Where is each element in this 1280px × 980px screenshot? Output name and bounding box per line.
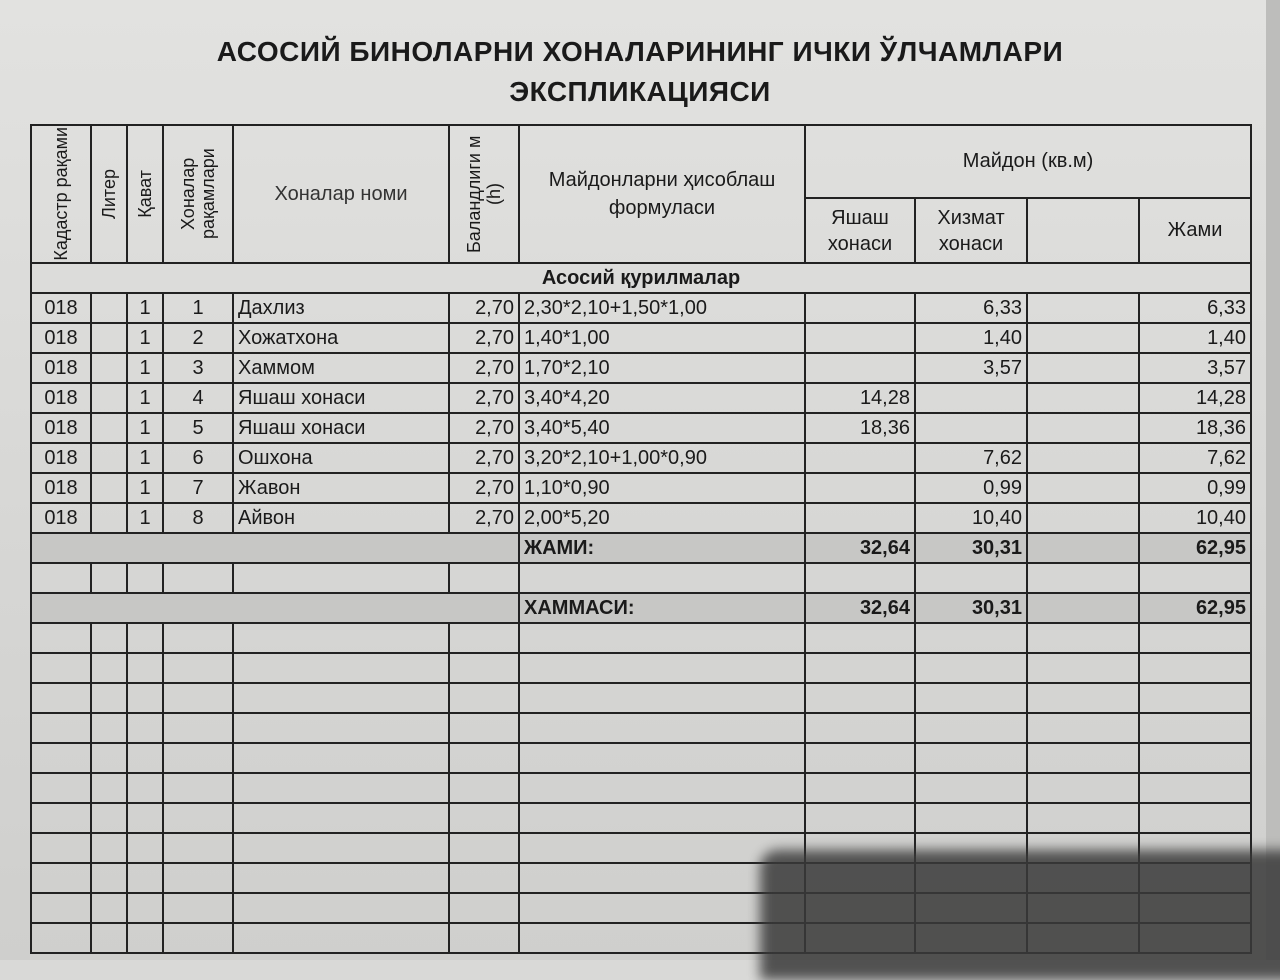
cell-liter xyxy=(91,413,127,443)
table-row xyxy=(31,323,1251,353)
cell-extra xyxy=(1027,473,1139,503)
empty-row xyxy=(31,713,1251,743)
cell-height: 2,70 xyxy=(449,473,519,503)
document-title: АСОСИЙ БИНОЛАРНИ ХОНАЛАРИНИНГ ИЧКИ ЎЛЧАМЛАРИ xyxy=(216,36,1064,67)
cell-extra xyxy=(1027,323,1139,353)
cell-kavat: 1 xyxy=(127,413,163,443)
col-header-height: Баландлиги м (h) xyxy=(449,125,519,263)
cell-service: 1,40 xyxy=(915,323,1027,353)
empty-row xyxy=(31,683,1251,713)
col-header-living: Яшаш хонаси xyxy=(805,198,915,263)
cell-room-no: 6 xyxy=(163,443,233,473)
cell-kadastr: 018 xyxy=(31,443,91,473)
cell-height: 2,70 xyxy=(449,413,519,443)
cell-service xyxy=(915,383,1027,413)
cell-extra xyxy=(1027,443,1139,473)
cell-total: 7,62 xyxy=(1139,443,1251,473)
subtotal-spacer xyxy=(31,533,519,563)
cell-height: 2,70 xyxy=(449,503,519,533)
cell-kadastr: 018 xyxy=(31,323,91,353)
cell-formula: 1,10*0,90 xyxy=(519,473,805,503)
cell-kavat: 1 xyxy=(127,383,163,413)
subtotal-row xyxy=(31,533,1251,563)
cell-living: 14,28 xyxy=(805,383,915,413)
cell-room-no: 8 xyxy=(163,503,233,533)
grand-total-living: 32,64 xyxy=(805,593,915,623)
empty-row xyxy=(31,803,1251,833)
cell-kavat: 1 xyxy=(127,443,163,473)
col-header-service: Хизмат хонаси xyxy=(915,198,1027,263)
cell-room-name: Жавон xyxy=(233,473,449,503)
cell-liter xyxy=(91,293,127,323)
cell-service: 6,33 xyxy=(915,293,1027,323)
cell-room-no: 5 xyxy=(163,413,233,443)
cell-service: 7,62 xyxy=(915,443,1027,473)
col-header-area: Майдон (кв.м) xyxy=(805,125,1251,198)
cell-height: 2,70 xyxy=(449,353,519,383)
cell-room-no: 7 xyxy=(163,473,233,503)
cell-extra xyxy=(1027,353,1139,383)
cell-kadastr: 018 xyxy=(31,473,91,503)
subtotal-extra xyxy=(1027,533,1139,563)
section-title: Асосий қурилмалар xyxy=(31,263,1251,293)
cell-kadastr: 018 xyxy=(31,353,91,383)
cell-room-no: 2 xyxy=(163,323,233,353)
subtotal-label: ЖАМИ: xyxy=(519,533,805,563)
cell-kadastr: 018 xyxy=(31,383,91,413)
cell-liter xyxy=(91,473,127,503)
cell-room-name: Яшаш хонаси xyxy=(233,413,449,443)
cell-formula: 1,70*2,10 xyxy=(519,353,805,383)
cell-kadastr: 018 xyxy=(31,293,91,323)
cell-kavat: 1 xyxy=(127,503,163,533)
empty-row xyxy=(31,563,1251,593)
empty-row xyxy=(31,653,1251,683)
cell-service: 0,99 xyxy=(915,473,1027,503)
document-subtitle: ЭКСПЛИКАЦИЯСИ xyxy=(509,76,771,107)
cell-formula: 1,40*1,00 xyxy=(519,323,805,353)
explication-table xyxy=(30,124,1252,954)
cell-total: 1,40 xyxy=(1139,323,1251,353)
subtotal-total: 62,95 xyxy=(1139,533,1251,563)
cell-room-name: Яшаш хонаси xyxy=(233,383,449,413)
cell-room-name: Ошхона xyxy=(233,443,449,473)
cell-extra xyxy=(1027,293,1139,323)
cell-living: 18,36 xyxy=(805,413,915,443)
cell-total: 0,99 xyxy=(1139,473,1251,503)
cell-formula: 3,40*5,40 xyxy=(519,413,805,443)
cell-formula: 3,40*4,20 xyxy=(519,383,805,413)
table-row xyxy=(31,503,1251,533)
grand-total-row xyxy=(31,593,1251,623)
empty-row xyxy=(31,743,1251,773)
cell-living xyxy=(805,353,915,383)
subtotal-service: 30,31 xyxy=(915,533,1027,563)
section-row xyxy=(31,263,1251,293)
table-row xyxy=(31,353,1251,383)
col-header-room-name: Хоналар номи xyxy=(233,125,449,263)
cell-kadastr: 018 xyxy=(31,503,91,533)
cell-kavat: 1 xyxy=(127,353,163,383)
cell-kavat: 1 xyxy=(127,323,163,353)
cell-liter xyxy=(91,503,127,533)
cell-service: 10,40 xyxy=(915,503,1027,533)
cell-total: 14,28 xyxy=(1139,383,1251,413)
cell-service: 3,57 xyxy=(915,353,1027,383)
cell-living xyxy=(805,473,915,503)
col-header-kadastr: Кадастр рақами xyxy=(31,125,91,263)
cell-living xyxy=(805,293,915,323)
cell-room-no: 4 xyxy=(163,383,233,413)
cell-liter xyxy=(91,323,127,353)
cell-kavat: 1 xyxy=(127,293,163,323)
col-header-formula: Майдонларни ҳисоблаш формуласи xyxy=(519,125,805,263)
cell-total: 6,33 xyxy=(1139,293,1251,323)
grand-total-service: 30,31 xyxy=(915,593,1027,623)
cell-living xyxy=(805,323,915,353)
cell-room-name: Айвон xyxy=(233,503,449,533)
cell-kavat: 1 xyxy=(127,473,163,503)
cell-service xyxy=(915,413,1027,443)
cell-room-name: Дахлиз xyxy=(233,293,449,323)
cell-kadastr: 018 xyxy=(31,413,91,443)
cell-room-name: Хожатхона xyxy=(233,323,449,353)
col-header-liter: Литер xyxy=(91,125,127,263)
cell-height: 2,70 xyxy=(449,383,519,413)
cell-liter xyxy=(91,383,127,413)
grand-total-total: 62,95 xyxy=(1139,593,1251,623)
header-row-1 xyxy=(31,125,1251,198)
cell-formula: 2,00*5,20 xyxy=(519,503,805,533)
table-row xyxy=(31,443,1251,473)
cell-liter xyxy=(91,443,127,473)
cell-total: 3,57 xyxy=(1139,353,1251,383)
grand-total-spacer xyxy=(31,593,519,623)
page-edge xyxy=(1266,0,1280,960)
cell-room-no: 1 xyxy=(163,293,233,323)
cell-extra xyxy=(1027,383,1139,413)
grand-total-label: ХАММАСИ: xyxy=(519,593,805,623)
cell-height: 2,70 xyxy=(449,323,519,353)
cell-room-no: 3 xyxy=(163,353,233,383)
cell-total: 10,40 xyxy=(1139,503,1251,533)
table-row xyxy=(31,293,1251,323)
empty-row xyxy=(31,773,1251,803)
cell-height: 2,70 xyxy=(449,443,519,473)
cell-formula: 3,20*2,10+1,00*0,90 xyxy=(519,443,805,473)
col-header-extra xyxy=(1027,198,1139,263)
cell-total: 18,36 xyxy=(1139,413,1251,443)
cell-formula: 2,30*2,10+1,50*1,00 xyxy=(519,293,805,323)
cell-height: 2,70 xyxy=(449,293,519,323)
empty-row xyxy=(31,623,1251,653)
col-header-room-numbers: Хоналар рақамлари xyxy=(163,125,233,263)
subtotal-living: 32,64 xyxy=(805,533,915,563)
cell-extra xyxy=(1027,413,1139,443)
table-row xyxy=(31,383,1251,413)
col-header-kavat: Қават xyxy=(127,125,163,263)
shadow-overlay xyxy=(760,850,1280,980)
cell-liter xyxy=(91,353,127,383)
table-row xyxy=(31,473,1251,503)
cell-extra xyxy=(1027,503,1139,533)
col-header-total: Жами xyxy=(1139,198,1251,263)
grand-total-extra xyxy=(1027,593,1139,623)
cell-room-name: Хаммом xyxy=(233,353,449,383)
table-row xyxy=(31,413,1251,443)
cell-living xyxy=(805,503,915,533)
cell-living xyxy=(805,443,915,473)
